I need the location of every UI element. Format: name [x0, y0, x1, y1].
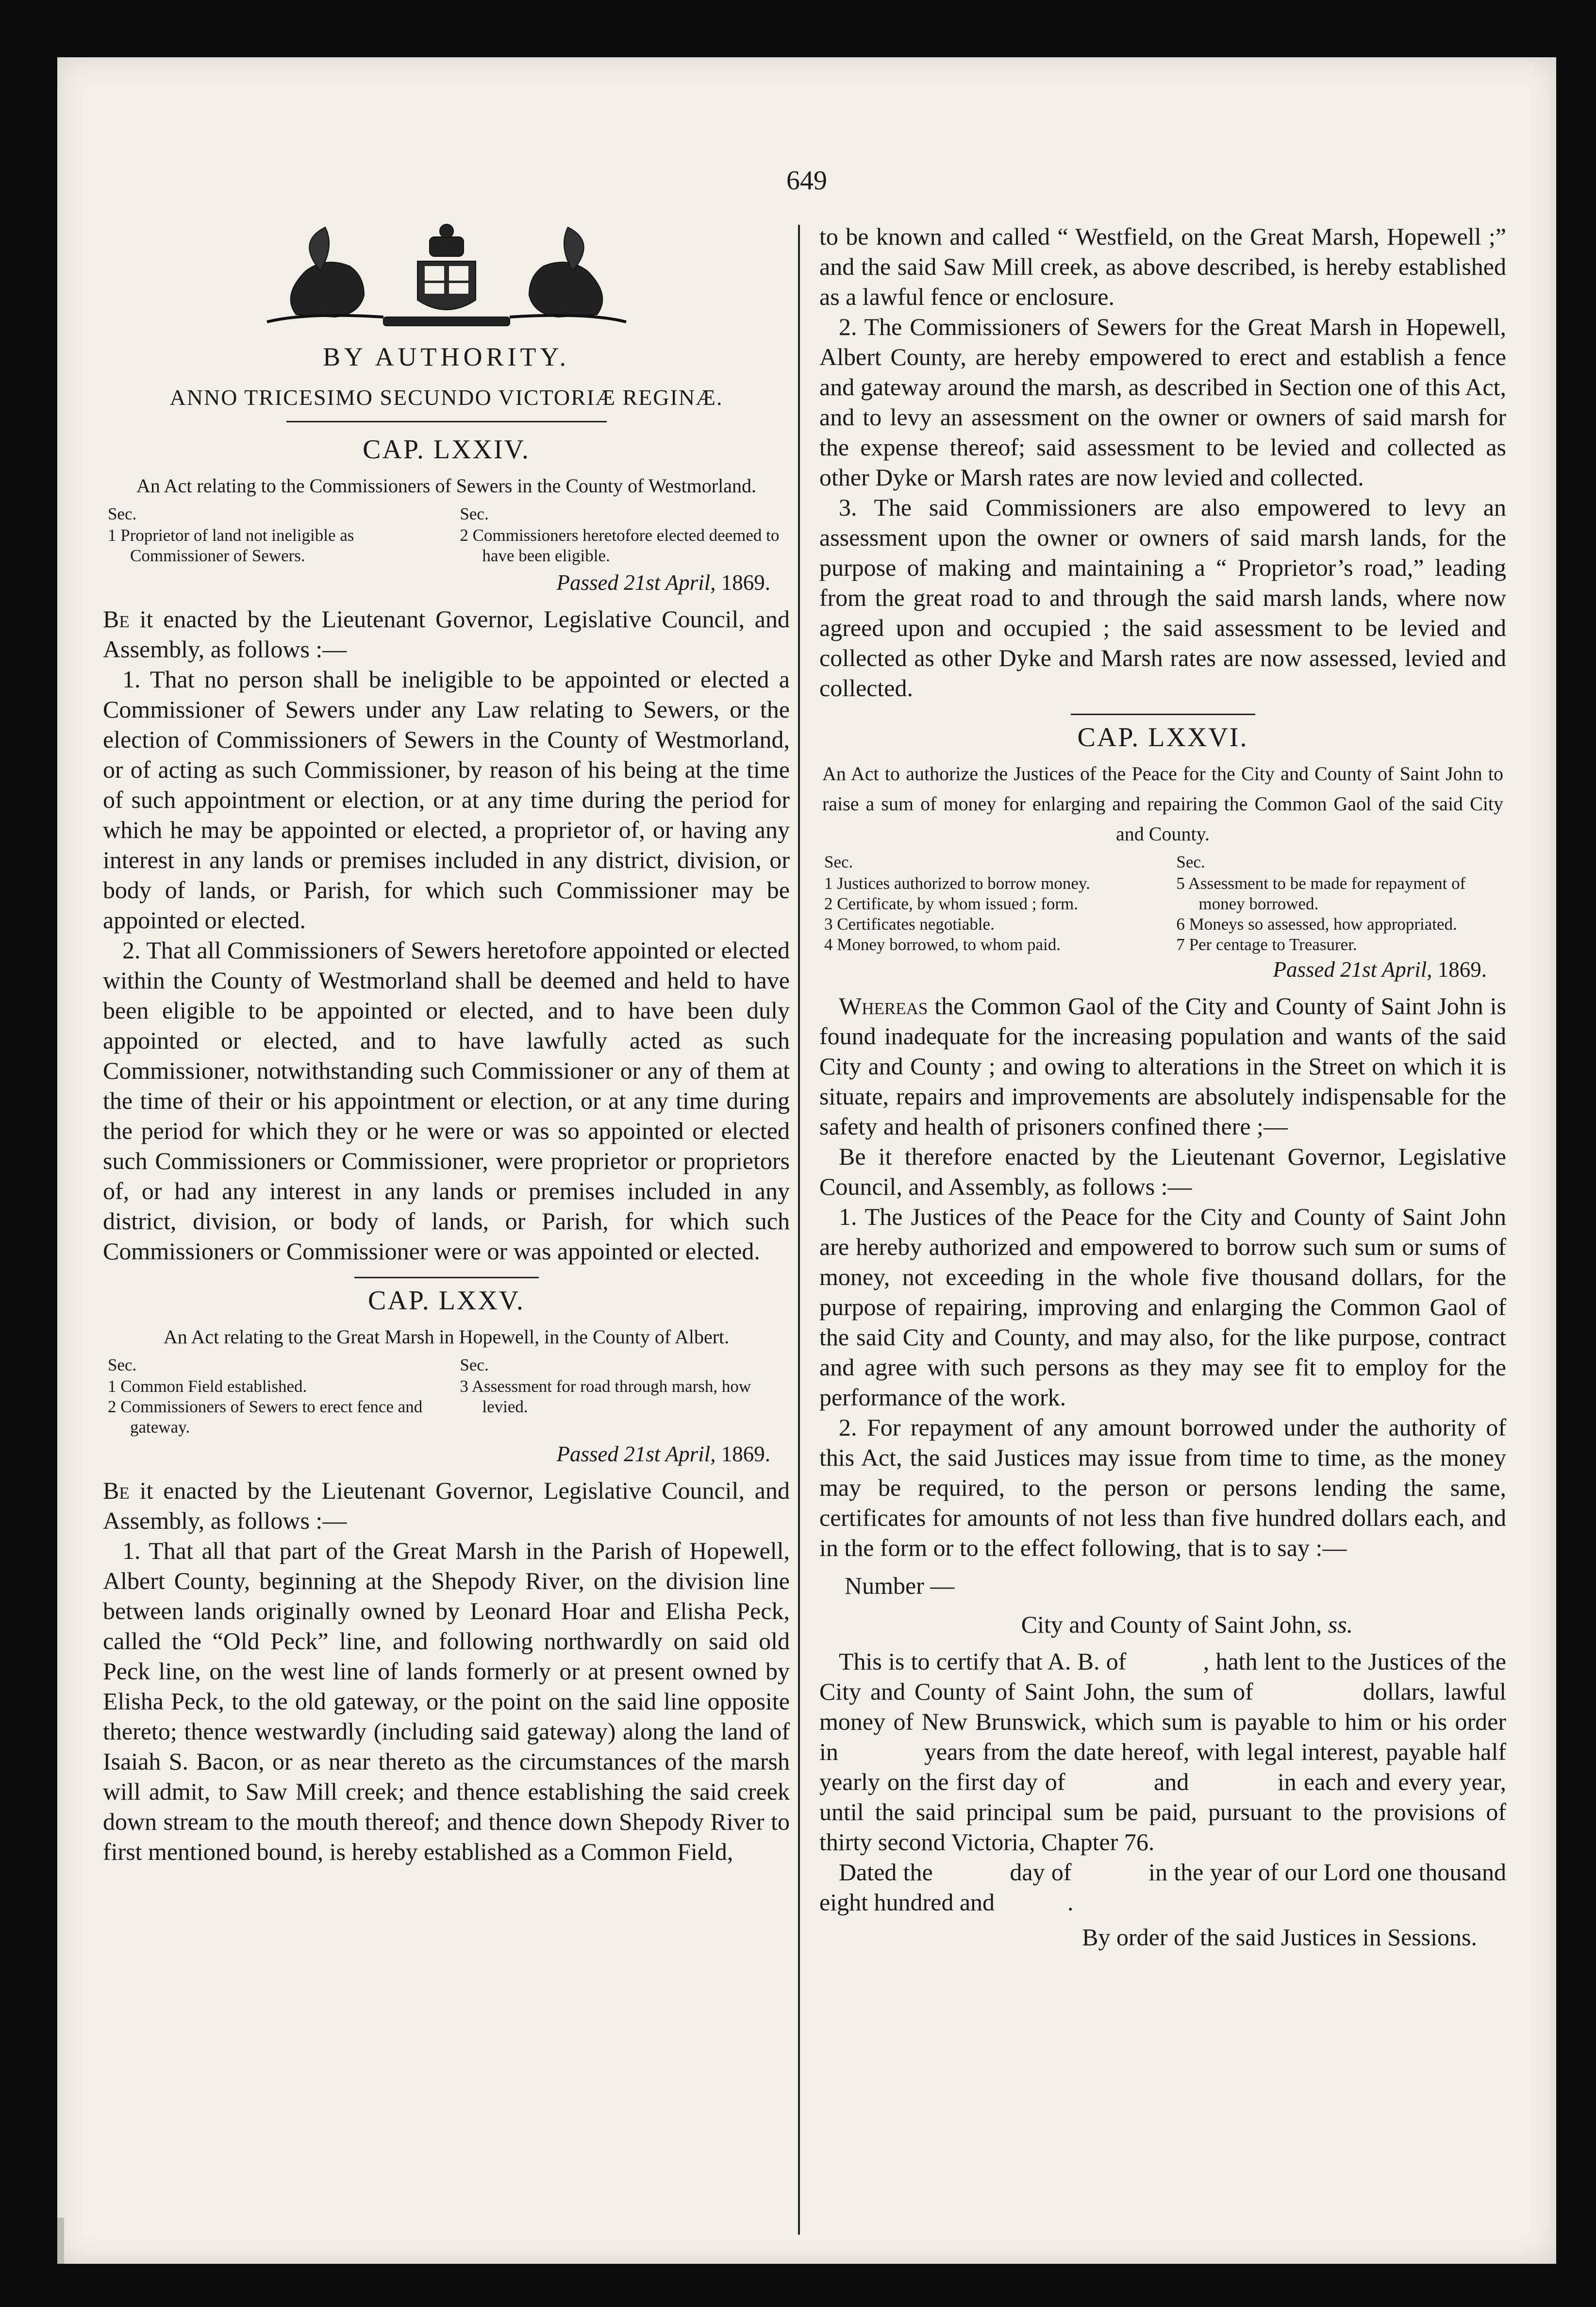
passed-year: 1869.	[721, 570, 770, 595]
by-authority-heading: BY AUTHORITY.	[322, 342, 570, 371]
royal-coat-of-arms-icon	[238, 217, 655, 334]
passed-prefix: Passed	[556, 570, 619, 595]
section-paragraph: 2. The Commissioners of Sewers for the Great Marsh in Hopewell, Albert County, are hereby empowered to erect and establish a fence and gateway around the marsh, as described in Section one of this Act, and to levy an assessment on the owner or owners of said marsh for the expense thereof; said assessment to be levied and collected as other Dyke or Marsh rates are now levied and collected.	[819, 313, 1506, 491]
right-column	[819, 221, 1513, 1952]
section-entry: 3 Assessment for road through marsh, how levied.	[460, 1377, 751, 1416]
preamble	[819, 991, 1506, 1141]
passed-day: 21st April,	[1340, 957, 1432, 982]
passed-day: 21st April,	[624, 570, 716, 595]
section-entry: 1 Proprietor of land not ineligible as Commissioner of Sewers.	[108, 526, 354, 565]
section-paragraph: 1. That all that part of the Great Marsh in the Parish of Hopewell, Albert County, beginning at the Shepody River, on the division line between lands originally owned by Leonard Hoar and Elisha Peck, called the “Old Peck” line, and following northwardly on said old Peck line, on the west line of lands formerly or at present owned by Elisha Peck, to the old gateway, or the point on the said line opposite thereto; thence westwardly (including said gateway) along the land of Isaiah S. Bacon, or as near thereto as the circumstances of the marsh will admit, to Saw Mill creek; and thence establishing the said creek down stream to the mouth thereof; and thence down Shepody River to first mentioned bound, is hereby established as a Common Field,	[103, 1537, 790, 1865]
section-paragraph: 1. That no person shall be ineligible to be appointed or elected a Commissioner of Sewers under any Law relating to Sewers, or the election of Commissioners of Sewers in the County of Westmorland, or of acting as such Commissioner, by reason of his being at the time of such appointment or election, or at any time during the period for which he may be appointed or elected, a proprietor of, or having any interest in any lands or premises included in any district, division, or body of lands, or Parish, for which such Commissioner may be appointed or elected.	[103, 666, 790, 934]
sec-header: Sec.	[460, 1355, 489, 1374]
section-index-right	[460, 504, 785, 566]
preamble-first-word: Whereas	[839, 992, 928, 1020]
passed-date	[103, 1441, 770, 1467]
certificate-venue	[868, 1609, 1506, 1639]
enacting-rest: it enacted by the Lieutenant Governor, Legislative Council, and Assembly, as follows :—	[103, 1477, 790, 1534]
passed-day: 21st April,	[624, 1442, 716, 1466]
passed-year: 1869.	[721, 1442, 770, 1466]
section-index	[824, 852, 1501, 955]
enacting-first-word: Be	[103, 1477, 130, 1504]
preamble-rest: the Common Gaol of the City and County of Saint John is found inadequate for the increasing population and wants of the said City and County ; and owing to alterations in the Street on which it is situate, repairs and improvements are absolutely indispensable for the safety and health of prisoners confined there ;—	[819, 992, 1506, 1140]
left-column	[103, 217, 790, 1867]
certificate-number: Number —	[845, 1572, 955, 1599]
enacting-clause	[103, 604, 790, 664]
chapter-heading: CAP. LXXIV.	[363, 435, 530, 465]
section-index-right	[1176, 852, 1501, 955]
certificate-dated: Dated the day of in the year of our Lord one thousand eight hundred and .	[819, 1858, 1513, 1916]
regnal-year-line: ANNO TRICESIMO SECUNDO VICTORIÆ REGINÆ.	[169, 385, 723, 410]
chapter-title: An Act relating to the Commissioners of Sewers in the County of Westmorland.	[136, 475, 756, 497]
sec-header: Sec.	[1176, 853, 1205, 871]
divider-rule	[286, 421, 607, 422]
divider-rule	[354, 1277, 539, 1278]
section-entry: 1 Common Field established.	[108, 1377, 307, 1396]
section-entry: 4 Money borrowed, to whom paid.	[824, 935, 1061, 954]
section-paragraph: 2. For repayment of any amount borrowed under the authority of this Act, the said Justices may issue from time to time, as the money may be required, to the person or persons lending the same, certificates for amounts of not less than five hundred dollars each, and in the form or to the effect following, that is to say :—	[819, 1414, 1506, 1561]
section-index	[108, 1355, 785, 1438]
document-page	[57, 57, 1556, 2264]
section-index-left	[108, 1355, 433, 1438]
enacting-first-word: Be	[103, 605, 130, 633]
certificate-signature-line: By order of the said Justices in Sessions.	[1082, 1923, 1477, 1951]
section-entry: 2 Certificate, by whom issued ; form.	[824, 894, 1078, 913]
sec-header: Sec.	[824, 853, 853, 871]
section-index-right	[460, 1355, 785, 1438]
passed-prefix: Passed	[556, 1442, 619, 1466]
page-number: 649	[786, 166, 827, 196]
chapter-title: An Act relating to the Great Marsh in Hopewell, in the County of Albert.	[163, 1326, 730, 1348]
section-entry: 2 Commissioners of Sewers to erect fence and gateway.	[108, 1397, 423, 1437]
section-paragraph: 2. That all Commissioners of Sewers heretofore appointed or elected within the County of Westmorland shall be deemed and held to have been eligible to be appointed or elected, and to have been duly appointed or elected, and to have lawfully acted as such Commissioner, notwithstanding such Commissioner or any of them at the time of their or his appointment or election, or at any time during the period for which they or he were or was so appointed or elected such Commissioners or Commissioner, were proprietor or proprietors of, or had any interest in any lands or premises included in any district, division, or body of lands, or Parish, for which such Commissioners or Commissioner were or was appointed or elected.	[103, 936, 790, 1265]
chapter-title: An Act to authorize the Justices of the Peace for the City and County of Saint John to raise a sum of money for enlarging and repairing the Common Gaol of the said City and County.	[822, 763, 1503, 845]
passed-year: 1869.	[1437, 957, 1487, 982]
section-index	[108, 504, 785, 566]
passed-date	[103, 570, 770, 595]
sec-header: Sec.	[460, 504, 489, 523]
divider-rule	[1071, 714, 1255, 715]
passed-prefix: Passed	[1273, 957, 1335, 982]
section-entry: 1 Justices authorized to borrow money.	[824, 874, 1090, 893]
section-entry: 2 Commissioners heretofore elected deemed to have been eligible.	[460, 526, 780, 565]
column-divider	[798, 225, 800, 2235]
chapter-heading: CAP. LXXV.	[367, 1286, 525, 1316]
certificate-venue-name: City and County of Saint John,	[1021, 1611, 1322, 1638]
certificate-body: This is to certify that A. B. of , hath lent to the Justices of the City and County of Saint John, the sum of dollars, lawful money of New Brunswick, which sum is payable to him or his order in years from the date hereof, with legal interest, payable half yearly on the first day of and in each and every year, until the said principal sum be paid, pursuant to the provisions of thirty second Victoria, Chapter 76.	[819, 1648, 1513, 1856]
chapter-heading: CAP. LXXVI.	[1077, 722, 1248, 752]
enacting-clause	[103, 1475, 790, 1536]
section-index-left	[824, 852, 1149, 955]
section-paragraph: 3. The said Commissioners are also empowered to levy an assessment upon the owner or owners of said marsh lands, for the purpose of making and maintaining a “ Proprietor’s road,” leading from the great road to and through the said marsh lands, where now agreed upon and occupied ; the said assessment to be levied and collected as other Dyke and Marsh rates are now assessed, levied and collected.	[819, 494, 1506, 702]
section-entry: 5 Assessment to be made for repayment of money borrowed.	[1176, 874, 1466, 913]
section-entry: 3 Certificates negotiable.	[824, 915, 995, 934]
sec-header: Sec.	[108, 504, 137, 523]
section-index-left	[108, 504, 433, 566]
section-paragraph: 1. The Justices of the Peace for the City and County of Saint John are hereby authorized and empowered to borrow such sum or sums of money, not exceeding in the whole five thousand dollars, for the purpose of repairing, improving and enlarging the Common Gaol of the said City and County, and may also, for the like purpose, contract and agree with such persons as they may see fit to employ for the performance of the work.	[819, 1203, 1506, 1411]
section-entry: 7 Per centage to Treasurer.	[1176, 935, 1357, 954]
sec-header: Sec.	[108, 1355, 137, 1374]
passed-date	[819, 957, 1487, 982]
certificate-venue-ss: ss.	[1328, 1611, 1353, 1638]
scan-edge-mark	[57, 2218, 64, 2264]
section-paragraph-continued: to be known and called “ Westfield, on the Great Marsh, Hopewell ;” and the said Saw Mill creek, as above described, is hereby established as a lawful fence or enclosure.	[819, 223, 1506, 310]
enacting-clause: Be it therefore enacted by the Lieutenant Governor, Legislative Council, and Assembly, as follows :—	[819, 1143, 1506, 1200]
enacting-rest: it enacted by the Lieutenant Governor, Legislative Council, and Assembly, as follows :—	[103, 605, 790, 663]
section-entry: 6 Moneys so assessed, how appropriated.	[1176, 915, 1457, 934]
